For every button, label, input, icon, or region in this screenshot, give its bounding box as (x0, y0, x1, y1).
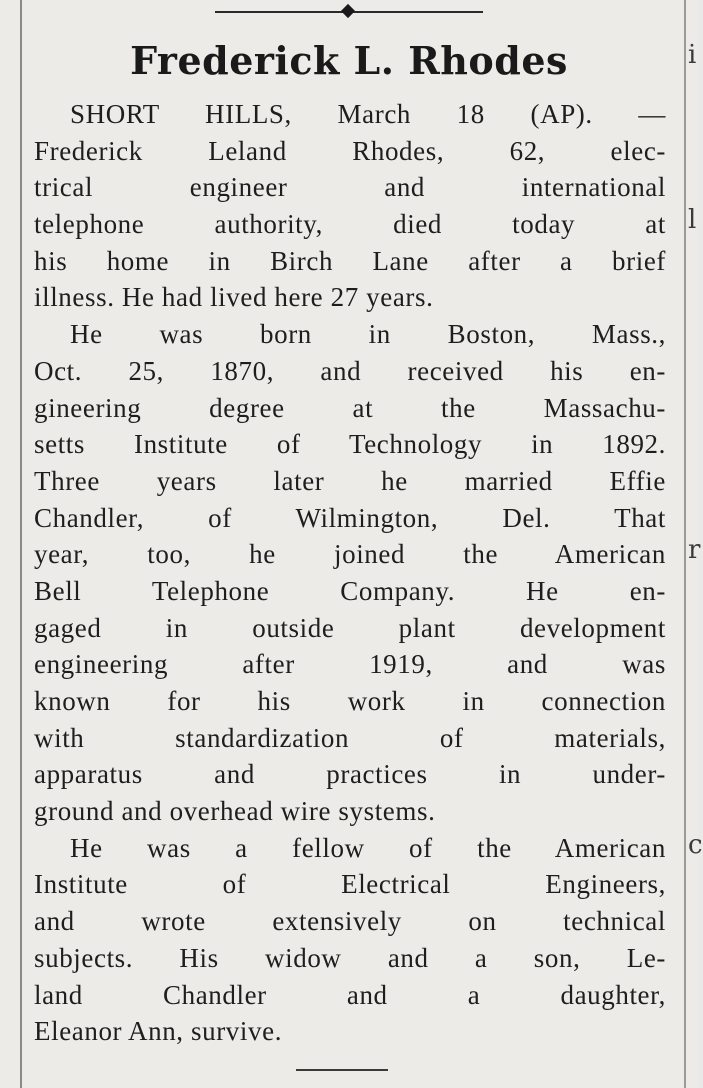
article-line: Oct. 25, 1870, and received his en- (34, 355, 666, 386)
article-line: subjects. His widow and a son, Le- (34, 942, 666, 973)
column-rule-left (20, 0, 22, 1088)
article-line: apparatus and practices in under- (34, 759, 666, 790)
article-line: with standardization of materials, (34, 722, 666, 753)
article-line: engineering after 1919, and was (34, 649, 666, 680)
article-line: Chandler, of Wilmington, Del. That (34, 502, 666, 533)
article-line: SHORT HILLS, March 18 (AP). — (70, 99, 666, 129)
bottom-separator-rule (296, 1069, 388, 1071)
article-line: trical engineer and international (34, 172, 666, 203)
article-line: year, too, he joined the American (34, 539, 666, 570)
article-line: gineering degree at the Massachu- (34, 392, 666, 423)
article-line: Institute of Electrical Engineers, (34, 869, 666, 900)
article-line: gaged in outside plant development (34, 612, 666, 643)
column-rule-right (684, 0, 686, 1088)
article-line: He was born in Boston, Mass., (70, 319, 666, 350)
article-line: Bell Telephone Company. He en- (34, 575, 666, 606)
adjacent-column-fragment: l (688, 205, 697, 235)
article-line: known for his work in connection (34, 686, 666, 716)
article-body (34, 96, 666, 1050)
article-line: illness. He had lived here 27 years. (34, 282, 434, 313)
article-line: Frederick Leland Rhodes, 62, elec- (34, 135, 666, 166)
article-line: Three years later he married Effie (34, 465, 666, 496)
article-line: He was a fellow of the American (70, 832, 666, 863)
article-line: telephone authority, died today at (34, 209, 666, 240)
adjacent-column-fragment: i (688, 40, 697, 70)
headline: Frederick L. Rhodes (130, 38, 568, 83)
article-line: and wrote extensively on technical (34, 906, 666, 937)
separator-ornament (341, 4, 355, 18)
article-line: land Chandler and a daughter, (34, 979, 666, 1010)
article-line: setts Institute of Technology in 1892. (34, 429, 666, 460)
adjacent-column-fragment: r (688, 535, 701, 565)
article-line: his home in Birch Lane after a brief (34, 245, 666, 276)
adjacent-column-fragment: c (688, 830, 703, 860)
article-line: ground and overhead wire systems. (34, 796, 436, 827)
article-line: Eleanor Ann, survive. (34, 1016, 283, 1047)
